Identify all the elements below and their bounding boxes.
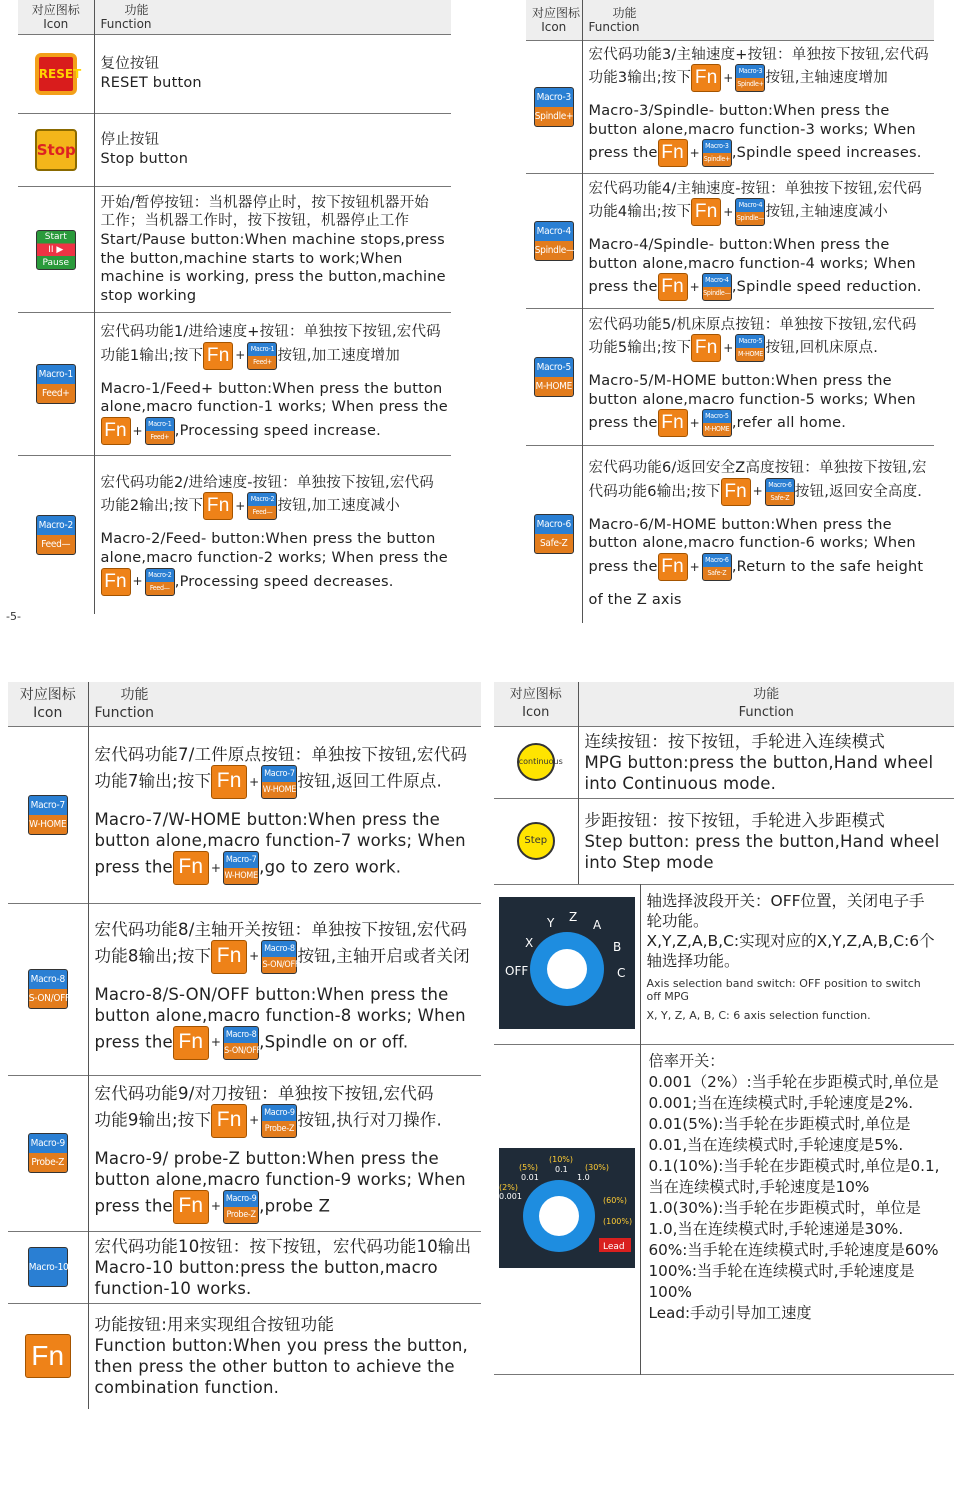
panel-top-left	[18, 0, 451, 614]
macro-3-key-icon: Macro-3 Spindle+	[702, 139, 732, 167]
fn-key-icon: Fn	[25, 1334, 71, 1378]
row-macro-7: Macro-7 W-HOME 宏代码功能7/工件原点按钮：单独按下按钮,宏代码 功能7输出;按下 Fn + Macro-7 W-HOME 按钮,返回工件原点. Macro-7/W-HOME button:When press the button alone,macro function-7 works; When press the Fn + Macro-7 W-HOME ,go to zero work.	[8, 726, 481, 903]
svg-text:C: C	[616, 965, 626, 980]
row-macro-9: Macro-9 Probe-Z 宏代码功能9/对刀按钮：单独按下按钮,宏代码 功能9输出;按下 Fn + Macro-9 Probe-Z 按钮,执行对刀操作. Macro-9/ probe-Z button:When press the button alone,macro function-9 works; When press the Fn + Macro-9 Probe-Z ,probe Z	[8, 1075, 481, 1231]
function-column-header: 功能 Function	[578, 682, 954, 726]
row-macro-3: Macro-3 Spindle+ 宏代码功能3/主轴速度+按钮：单独按下按钮,宏代码 功能3输出;按下 Fn + Macro-3 Spindle+ 按钮,主轴速度增加 Macro-3/Spindle- button:When press the button alone,macro function-3 works; When press the Fn + Macro-3 Spindle+ ,Spindle speed increases.	[526, 40, 934, 173]
svg-text:(5%): (5%)	[518, 1162, 538, 1172]
row-macro-4: Macro-4 Spindle— 宏代码功能4/主轴速度-按钮：单独按下按钮,宏代码 功能4输出;按下 Fn + Macro-4 Spindle— 按钮,主轴速度减小 Macro-4/Spindle- button:When press the button alone,macro function-4 works; When press the Fn + Macro-4 Spindle— ,Spindle speed reduction.	[526, 173, 934, 308]
macro-3-spindle-plus-icon: Macro-3 Spindle+	[534, 87, 574, 127]
row-axis-switch: OFF X Y Z A B C 轴选择波段开关：OFF位置，关闭电子手 轮功能。 X,Y,Z,A,B,C:实现对应的X,Y,Z,A,B,C:6个 轴选择功能。 Axis selection band switch: OFF position to switch off MPG X, Y, Z, A, B, C: 6 axis selection function.	[494, 885, 954, 1045]
macro-2-key-icon: Macro-2 Feed—	[145, 568, 175, 596]
row-continuous: continuous 连续按钮：按下按钮，手轮进入连续模式 MPG button:press the button,Hand wheel into Continuous mode.	[494, 726, 954, 798]
fn-key-icon: Fn	[203, 342, 233, 370]
macro-9-probe-z-icon: Macro-9 Probe-Z	[28, 1133, 68, 1173]
function-column-header: 功能 Function	[582, 0, 934, 40]
axis-selector-dial-icon	[499, 897, 635, 1029]
fn-key-icon: Fn	[658, 553, 688, 581]
macro-1-feed-plus-icon: Macro-1 Feed+	[36, 364, 76, 404]
row-step: Step 步距按钮：按下按钮，手轮进入步距模式 Step button: press the button,Hand wheel into Step mode	[494, 798, 954, 884]
fn-key-icon: Fn	[173, 1026, 209, 1060]
macro-1-key-icon: Macro-1 Feed+	[247, 342, 277, 370]
icon-column-header: 对应图标 Icon	[18, 0, 94, 35]
macro-8-s-on-off-icon: Macro-8 S-ON/OFF	[28, 969, 68, 1009]
fn-key-icon: Fn	[211, 1104, 247, 1138]
macro-7-key-icon: Macro-7 W-HOME	[261, 765, 297, 799]
macro-4-key-icon: Macro-4 Spindle—	[702, 273, 732, 301]
page-number: -5-	[6, 610, 21, 623]
row-macro-2: Macro-2 Feed— 宏代码功能2/进给速度-按钮：单独按下按钮,宏代码 功能2输出;按下 Fn + Macro-2 Feed— 按钮,加工速度减小 Macro-2/Feed- button:When press the button alone,macro function-2 works; When press the Fn + Macro-2 Feed— ,Processing speed decreases.	[18, 456, 451, 614]
macro-1-key-icon: Macro-1 Feed+	[145, 417, 175, 445]
macro-6-key-icon: Macro-6 Safe-Z	[765, 478, 795, 506]
macro-6-safe-z-icon: Macro-6 Safe-Z	[534, 514, 574, 554]
fn-key-icon: Fn	[211, 940, 247, 974]
svg-text:OFF: OFF	[504, 963, 528, 978]
start-pause-icon: Start II ▶ Pause	[36, 230, 76, 270]
svg-text:0.1: 0.1	[554, 1164, 568, 1174]
panel-bottom-right	[494, 682, 954, 1375]
fn-key-icon: Fn	[101, 568, 131, 596]
fn-key-icon: Fn	[203, 492, 233, 520]
macro-10-icon: Macro-10	[28, 1247, 68, 1287]
macro-5-key-icon: Macro-5 M-HOME	[702, 409, 732, 437]
svg-text:0.001: 0.001	[498, 1191, 522, 1201]
svg-text:(100%): (100%)	[602, 1216, 632, 1226]
svg-text:Lead: Lead	[602, 1241, 625, 1252]
macro-4-key-icon: Macro-4 Spindle—	[735, 198, 765, 226]
svg-text:Y: Y	[546, 915, 555, 930]
macro-4-spindle-minus-icon: Macro-4 Spindle—	[534, 221, 574, 261]
macro-9-key-icon: Macro-9 Probe-Z	[223, 1190, 259, 1224]
fn-key-icon: Fn	[691, 64, 721, 92]
fn-key-icon: Fn	[173, 1190, 209, 1224]
svg-text:X: X	[524, 935, 533, 950]
row-macro-5: Macro-5 M-HOME 宏代码功能5/机床原点按钮：单独按下按钮,宏代码 功能5输出;按下 Fn + Macro-5 M-HOME 按钮,回机床原点. Macro-5/M-HOME button:When press the button alone,macro function-5 works; When press the Fn + Macro-5 M-HOME ,refer all home.	[526, 308, 934, 445]
row-macro-10: Macro-10 宏代码功能10按钮：按下按钮，宏代码功能10输出 Macro-10 button:press the button,macro function-10 works.	[8, 1231, 481, 1303]
svg-text:1.0: 1.0	[576, 1172, 590, 1182]
row-rate-switch: (5%) 0.01 (10%) 0.1 (30%) 1.0 (2%) 0.001 (60%) (100%) Lead 倍率开关： 0.001（2%）:当手轮在步距模式时,单位是 0.001;当在连续模式时,手轮速度是2%. 0.01(5%):当手轮在步距模式时,单位是 0.01,当在连续模式时,手轮速度是5%. 0.1(10%):当手轮在步距模式时,单位是0.1, 当在连续模式时,手轮速度是10% 1.0(30%):当手轮在步距模式时，单位是 1.0,当在连续模式时,手轮速递是30%. 60%:当手轮在连续模式时,手轮速度是60% 100%:当手轮在连续模式时,手轮速度是 100% Lead:手动引导加工速度	[494, 1045, 954, 1375]
macro-5-key-icon: Macro-5 M-HOME	[735, 334, 765, 362]
rate-selector-dial-icon	[499, 1148, 635, 1268]
panel-top-right	[526, 0, 934, 623]
row-start-pause: Start II ▶ Pause 开始/暂停按钮：当机器停止时，按下按钮机器开始 工作；当机器工作时，按下按钮，机器停止工作 Start/Pause button:When machine stops,press the button,machine starts to work;When machine is working, press the button,machine stop working	[18, 187, 451, 313]
macro-8-key-icon: Macro-8 S-ON/OFF	[261, 940, 297, 974]
macro-7-key-icon: Macro-7 W-HOME	[223, 851, 259, 885]
macro-2-feed-minus-icon: Macro-2 Feed—	[36, 515, 76, 555]
row-fn: Fn 功能按钮:用来实现组合按钮功能 Function button:When you press the button, then press the other button to achieve the combination function.	[8, 1303, 481, 1409]
svg-text:(60%): (60%)	[602, 1195, 627, 1205]
fn-key-icon: Fn	[101, 417, 131, 445]
macro-9-key-icon: Macro-9 Probe-Z	[261, 1104, 297, 1138]
svg-text:Z: Z	[568, 909, 577, 924]
fn-key-icon: Fn	[658, 273, 688, 301]
fn-key-icon: Fn	[211, 765, 247, 799]
svg-text:A: A	[592, 917, 601, 932]
macro-3-key-icon: Macro-3 Spindle+	[735, 64, 765, 92]
fn-key-icon: Fn	[691, 334, 721, 362]
icon-column-header: 对应图标 Icon	[526, 0, 582, 40]
continuous-button-icon: continuous	[517, 743, 555, 781]
svg-text:0.01: 0.01	[520, 1172, 539, 1182]
row-macro-8: Macro-8 S-ON/OFF 宏代码功能8/主轴开关按钮：单独按下按钮,宏代码 功能8输出;按下 Fn + Macro-8 S-ON/OFF 按钮,主轴开启或者关闭 Macro-8/S-ON/OFF button:When press the button alone,macro function-8 works; When press the Fn + Macro-8 S-ON/OFF ,Spindle on or off.	[8, 903, 481, 1075]
icon-column-header: 对应图标 Icon	[8, 682, 88, 726]
step-button-icon: Step	[517, 822, 555, 860]
macro-2-key-icon: Macro-2 Feed—	[247, 492, 277, 520]
icon-column-header: 对应图标 Icon	[494, 682, 578, 726]
reset-icon: RESET	[35, 53, 77, 95]
function-column-header: 功能 Function	[88, 682, 481, 726]
row-macro-6: Macro-6 Safe-Z 宏代码功能6/返回安全Z高度按钮：单独按下按钮,宏 代码功能6输出;按下 Fn + Macro-6 Safe-Z 按钮,返回安全高度. Macro-6/M-HOME button:When press the button alone,macro function-6 works; When press the Fn + Macro-6 Safe-Z ,Return to the safe height of the Z axis	[526, 445, 934, 623]
fn-key-icon: Fn	[691, 198, 721, 226]
macro-8-key-icon: Macro-8 S-ON/OFF	[223, 1026, 259, 1060]
fn-key-icon: Fn	[721, 478, 751, 506]
svg-text:(2%): (2%)	[498, 1182, 518, 1192]
fn-key-icon: Fn	[658, 409, 688, 437]
fn-key-icon: Fn	[658, 139, 688, 167]
panel-bottom-left	[8, 682, 481, 1409]
svg-text:(30%): (30%)	[584, 1162, 609, 1172]
row-stop: Stop 停止按钮 Stop button	[18, 114, 451, 187]
fn-key-icon: Fn	[173, 851, 209, 885]
function-column-header: 功能 Function	[94, 0, 451, 35]
macro-6-key-icon: Macro-6 Safe-Z	[702, 553, 732, 581]
svg-text:(10%): (10%)	[548, 1154, 573, 1164]
row-reset: RESET 复位按钮 RESET button	[18, 35, 451, 114]
stop-icon: Stop	[35, 129, 77, 171]
svg-text:B: B	[612, 939, 621, 954]
macro-5-m-home-icon: Macro-5 M-HOME	[534, 357, 574, 397]
row-macro-1: Macro-1 Feed+ 宏代码功能1/进给速度+按钮：单独按下按钮,宏代码 功能1输出;按下 Fn + Macro-1 Feed+ 按钮,加工速度增加 Macro-1/Feed+ button:When press the button alone,macro function-1 works; When press the Fn + Macro-1 Feed+ ,Processing speed increase.	[18, 313, 451, 456]
macro-7-w-home-icon: Macro-7 W-HOME	[28, 795, 68, 835]
